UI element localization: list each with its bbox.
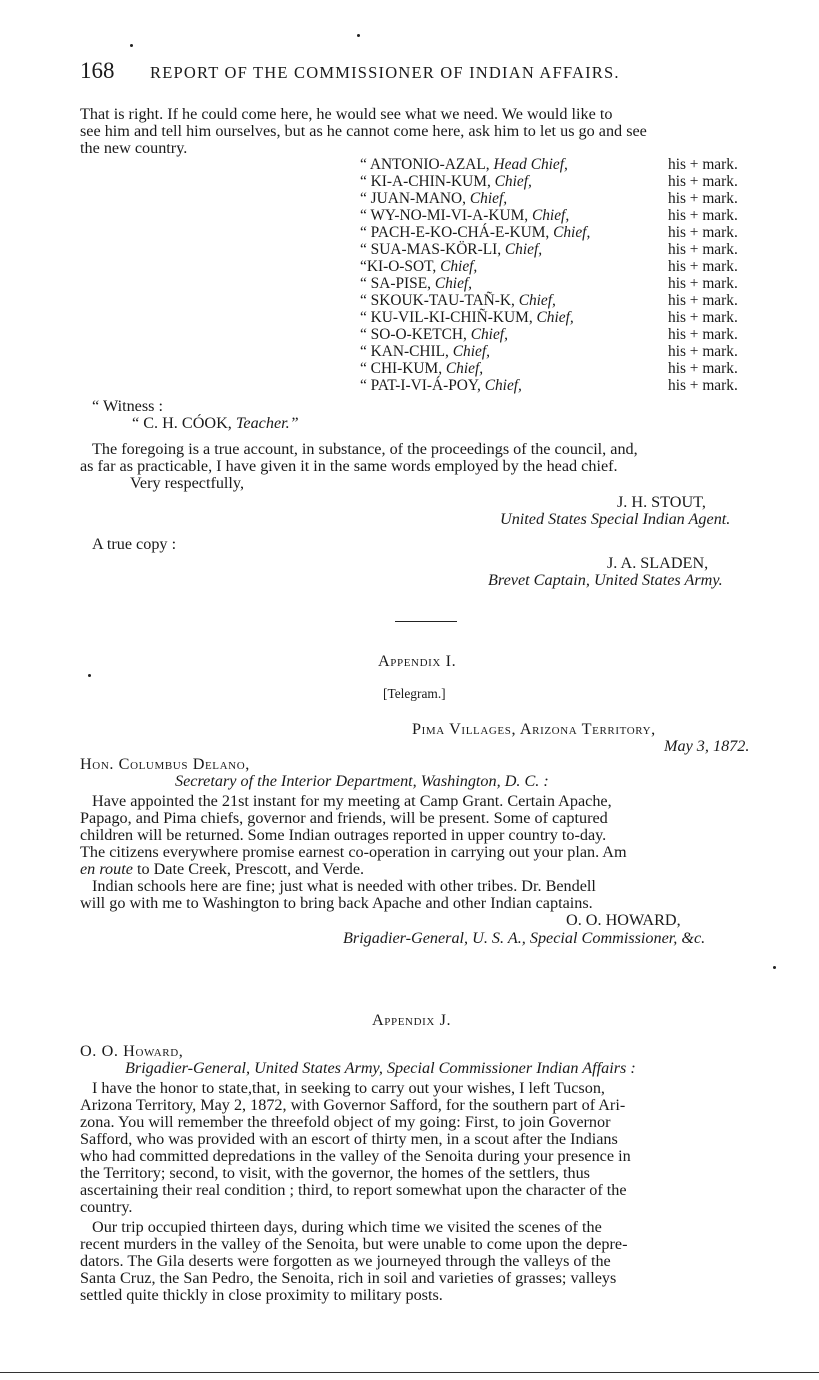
letter-line: the Territory; second, to visit, with the governor, the homes of the settlers, thus xyxy=(80,1164,590,1182)
telegram-signer-title: Brigadier-General, U. S. A., Special Commissioner, &c. xyxy=(343,929,706,947)
letter-line: recent murders in the valley of the Senoita, but were unable to come upon the depre- xyxy=(80,1235,628,1253)
print-speck xyxy=(130,44,133,47)
signatory-mark: his + mark. xyxy=(668,241,738,258)
letter-line: zona. You will remember the threefold object of my going: First, to join Governor xyxy=(80,1113,611,1131)
telegram-addressee: Hon. Columbus Delano, xyxy=(80,755,250,773)
intro-line: see him and tell him ourselves, but as he cannot come here, ask him to let us go and see xyxy=(80,122,647,140)
print-speck xyxy=(88,674,91,677)
telegram-note: [Telegram.] xyxy=(383,686,446,701)
telegram-place: Pima Villages, Arizona Territory, xyxy=(412,720,656,738)
letter-line: country. xyxy=(80,1198,133,1216)
signatory-name: “KI-O-SOT, Chief, xyxy=(360,258,478,275)
signatory-mark: his + mark. xyxy=(668,292,738,309)
telegram-line: The citizens everywhere promise earnest co-operation in carrying out your plan. Am xyxy=(80,843,627,861)
signatory-name: “ PACH-E-KO-CHÁ-E-KUM, Chief, xyxy=(360,224,591,241)
signatory-name: “ WY-NO-MI-VI-A-KUM, Chief, xyxy=(360,207,570,224)
letter-line: Safford, who was provided with an escort of thirty men, in a scout after the Indians xyxy=(80,1130,618,1148)
running-head xyxy=(80,58,780,88)
page-header-title: REPORT OF THE COMMISSIONER OF INDIAN AFFAIRS. xyxy=(150,63,620,82)
signatory-mark: his + mark. xyxy=(668,377,738,394)
letter-line: dators. The Gila deserts were forgotten as we journeyed through the valleys of the xyxy=(80,1252,611,1270)
letter-addressee: O. O. Howard, xyxy=(80,1042,184,1060)
letter-line: I have the honor to state,that, in seeking to carry out your wishes, I left Tucson, xyxy=(92,1079,605,1097)
telegram-line: Indian schools here are fine; just what is needed with other tribes. Dr. Bendell xyxy=(92,877,596,895)
agent-name: J. H. STOUT, xyxy=(617,493,706,511)
print-speck xyxy=(773,966,776,969)
signatory-mark: his + mark. xyxy=(668,360,738,377)
telegram-line: children will be returned. Some Indian outrages reported in upper country to-day. xyxy=(80,826,607,844)
intro-line: the new country. xyxy=(80,139,188,157)
signatory-name: “ PAT-I-VI-Á-POY, Chief, xyxy=(360,377,522,394)
print-speck xyxy=(357,34,360,37)
valediction: Very respectfully, xyxy=(130,474,245,492)
closing-line: The foregoing is a true account, in substance, of the proceedings of the council, and, xyxy=(92,440,638,458)
signatory-name: “ CHI-KUM, Chief, xyxy=(360,360,484,377)
captain-name: J. A. SLADEN, xyxy=(607,554,709,572)
signatory-mark: his + mark. xyxy=(668,190,738,207)
letter-line: who had committed depredations in the valley of the Senoita during your presence in xyxy=(80,1147,631,1165)
witness-label: “ Witness : xyxy=(92,397,163,415)
signatory-name: “ JUAN-MANO, Chief, xyxy=(360,190,508,207)
telegram-line: en route to Date Creek, Prescott, and Verde. xyxy=(80,860,365,878)
closing-line: as far as practicable, I have given it in the same words employed by the head chief. xyxy=(80,457,618,475)
letter-line: Santa Cruz, the San Pedro, the Senoita, rich in soil and varieties of grasses; valleys xyxy=(80,1269,617,1287)
true-copy-label: A true copy : xyxy=(92,535,177,553)
signatory-mark: his + mark. xyxy=(668,326,738,343)
signatory-name: “ ANTONIO-AZAL, Head Chief, xyxy=(360,156,568,173)
signatory-mark: his + mark. xyxy=(668,207,738,224)
letter-addressee-title: Brigadier-General, United States Army, Special Commissioner Indian Affairs : xyxy=(125,1059,636,1077)
signatory-mark: his + mark. xyxy=(668,309,738,326)
signatory-mark: his + mark. xyxy=(668,224,738,241)
intro-line: That is right. If he could come here, he would see what we need. We would like to xyxy=(80,105,613,123)
signatory-name: “ SUA-MAS-KÖR-LI, Chief, xyxy=(360,241,543,258)
signatory-mark: his + mark. xyxy=(668,173,738,190)
telegram-line: Papago, and Pima chiefs, governor and friends, will be present. Some of captured xyxy=(80,809,608,827)
telegram-date: May 3, 1872. xyxy=(664,737,750,755)
signatory-name: “ SO-O-KETCH, Chief, xyxy=(360,326,508,343)
letter-line: Our trip occupied thirteen days, during which time we visited the scenes of the xyxy=(92,1218,602,1236)
signatory-mark: his + mark. xyxy=(668,156,738,173)
letter-line: settled quite thickly in close proximity to military posts. xyxy=(80,1286,443,1304)
agent-title: United States Special Indian Agent. xyxy=(500,510,731,528)
letter-line: Arizona Territory, May 2, 1872, with Governor Safford, for the southern part of Ari- xyxy=(80,1096,626,1114)
appendix-i-heading: Appendix I. xyxy=(378,652,457,670)
signatory-mark: his + mark. xyxy=(668,258,738,275)
telegram-line: Have appointed the 21st instant for my meeting at Camp Grant. Certain Apache, xyxy=(92,792,612,810)
signatory-mark: his + mark. xyxy=(668,275,738,292)
page-bottom-edge xyxy=(0,1372,819,1373)
signatory-name: “ KAN-CHIL, Chief, xyxy=(360,343,490,360)
letter-line: ascertaining their real condition ; third, to report somewhat upon the character of the xyxy=(80,1181,627,1199)
telegram-line: will go with me to Washington to bring back Apache and other Indian captains. xyxy=(80,894,593,912)
telegram-addressee-title: Secretary of the Interior Department, Washington, D. C. : xyxy=(175,772,549,790)
page-number: 168 xyxy=(80,58,115,83)
captain-title: Brevet Captain, United States Army. xyxy=(488,571,723,589)
signatory-name: “ KU-VIL-KI-CHIÑ-KUM, Chief, xyxy=(360,309,574,326)
section-divider xyxy=(395,621,457,622)
signatory-name: “ SA-PISE, Chief, xyxy=(360,275,473,292)
appendix-j-heading: Appendix J. xyxy=(372,1011,452,1029)
signatory-name: “ KI-A-CHIN-KUM, Chief, xyxy=(360,173,532,190)
signatory-mark: his + mark. xyxy=(668,343,738,360)
signatory-name: “ SKOUK-TAU-TAÑ-K, Chief, xyxy=(360,292,556,309)
witness-name: “ C. H. CÓOK, Teacher.” xyxy=(132,414,299,432)
telegram-signer: O. O. HOWARD, xyxy=(566,911,681,929)
